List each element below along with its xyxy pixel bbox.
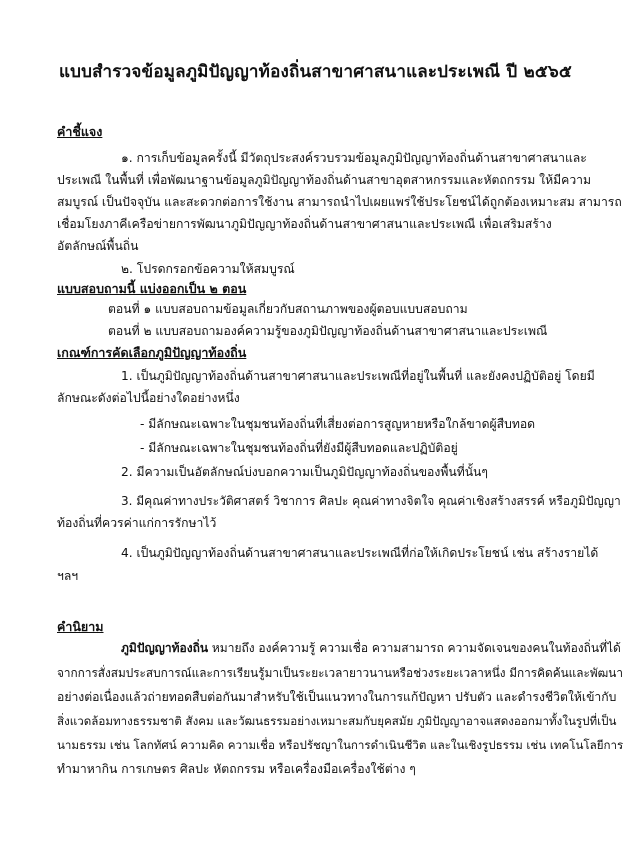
criteria-line: ฯลฯ bbox=[57, 569, 79, 583]
instructions-heading: คำชี้แจง bbox=[57, 124, 103, 139]
definition-line: ทำมาหากิน การเกษตร ศิลปะ หัตถกรรม หรือเครื่องมือเครื่องใช้ต่าง ๆ bbox=[57, 762, 416, 776]
criteria-heading: เกณฑ์การคัดเลือกภูมิปัญญาท้องถิ่น bbox=[57, 345, 247, 360]
document-title: แบบสำรวจข้อมูลภูมิปัญญาท้องถิ่นสาขาศาสนาและประเพณี ปี ๒๕๖๕ bbox=[59, 62, 572, 82]
instruction-line: อัตลักษณ์พื้นถิ่น bbox=[57, 239, 139, 253]
definition-line: จากการสั่งสมประสบการณ์และการเรียนรู้มาเป็นระยะเวลายาวนานหรือช่วงระยะเวลาหนึ่ง มีการคิดค้นและพัฒนา bbox=[57, 666, 623, 680]
part-2-description: ตอนที่ ๒ แบบสอบถามองค์ความรู้ของภูมิปัญญาท้องถิ่นด้านสาขาศาสนาและประเพณี bbox=[108, 324, 548, 338]
criteria-sub-item: - มีลักษณะเฉพาะในชุมชนท้องถิ่นที่เสี่ยงต่อการสูญหายหรือใกล้ขาดผู้สืบทอด bbox=[140, 417, 536, 431]
criteria-sub-item: - มีลักษณะเฉพาะในชุมชนท้องถิ่นที่ยังมีผู้สืบทอดและปฏิบัติอยู่ bbox=[140, 441, 458, 455]
instruction-line: เชื่อมโยงภาคีเครือข่ายการพัฒนาภูมิปัญญาท้องถิ่นด้านสาขาศาสนาและประเพณี เพื่อเสริมสร้าง bbox=[57, 217, 552, 231]
instruction-line: ๑. การเก็บข้อมูลครั้งนี้ มีวัตถุประสงค์รวบรวมข้อมูลภูมิปัญญาท้องถิ่นด้านสาขาศาสนาและ bbox=[121, 151, 587, 165]
definition-line: สิ่งแวดล้อมทางธรรมชาติ สังคม และวัฒนธรรมอย่างเหมาะสมกับยุคสมัย ภูมิปัญญาอาจแสดงออกมาทั้งในรูปที่เป็น bbox=[57, 714, 617, 728]
criteria-line: 2. มีความเป็นอัตลักษณ์บ่งบอกความเป็นภูมิปัญญาท้องถิ่นของพื้นที่นั้นๆ bbox=[121, 465, 488, 479]
definition-line: นามธรรม เช่น โลกทัศน์ ความคิด ความเชื่อ หรือปรัชญาในการดำเนินชีวิต และในเชิงรูปธรรม เช่น เทคโนโลยีการ bbox=[57, 738, 624, 752]
definition-text: หมายถึง องค์ความรู้ ความเชื่อ ความสามารถ ความจัดเจนของคนในท้องถิ่นที่ได้ bbox=[208, 641, 621, 655]
criteria-line: ท้องถิ่นที่ควรค่าแก่การรักษาไว้ bbox=[57, 516, 217, 530]
definition-term: ภูมิปัญญาท้องถิ่น bbox=[121, 641, 209, 655]
instruction-line: สมบูรณ์ เป็นปัจจุบัน และสะดวกต่อการใช้งาน สามารถนำไปเผยแพร่ใช้ประโยชน์ได้ถูกต้องเหมาะสม สามารถ bbox=[57, 195, 622, 209]
definition-first-line bbox=[121, 640, 621, 656]
criteria-line: 4. เป็นภูมิปัญญาท้องถิ่นด้านสาขาศาสนาและประเพณีที่ก่อให้เกิดประโยชน์ เช่น สร้างรายได้ bbox=[121, 546, 599, 560]
definition-line: อย่างต่อเนื่องแล้วถ่ายทอดสืบต่อกันมาสำหรับใช้เป็นแนวทางในการแก้ปัญหา ปรับตัว และดำรงชีวิตให้เข้ากับ bbox=[57, 690, 617, 704]
instruction-line: ประเพณี ในพื้นที่ เพื่อพัฒนาฐานข้อมูลภูมิปัญญาท้องถิ่นด้านสาขาอุตสาหกรรมและหัตถกรรม ให้มีความ bbox=[57, 173, 592, 187]
criteria-line: 3. มีคุณค่าทางประวัติศาสตร์ วิชาการ ศิลปะ คุณค่าทางจิตใจ คุณค่าเชิงสร้างสรรค์ หรือภูมิปัญญา bbox=[121, 494, 621, 508]
parts-heading: แบบสอบถามนี้ แบ่งออกเป็น ๒ ตอน bbox=[57, 281, 247, 296]
criteria-line: 1. เป็นภูมิปัญญาท้องถิ่นด้านสาขาศาสนาและประเพณีที่อยู่ในพื้นที่ และยังคงปฏิบัติอยู่ โดยมี bbox=[121, 369, 595, 383]
criteria-line: ลักษณะดังต่อไปนี้อย่างใดอย่างหนึ่ง bbox=[57, 391, 240, 405]
part-1-description: ตอนที่ ๑ แบบสอบถามข้อมูลเกี่ยวกับสถานภาพของผู้ตอบแบบสอบถาม bbox=[108, 302, 468, 316]
instruction-item-2: ๒. โปรดกรอกข้อความให้สมบูรณ์ bbox=[121, 262, 295, 276]
definition-heading: คำนิยาม bbox=[57, 619, 104, 634]
